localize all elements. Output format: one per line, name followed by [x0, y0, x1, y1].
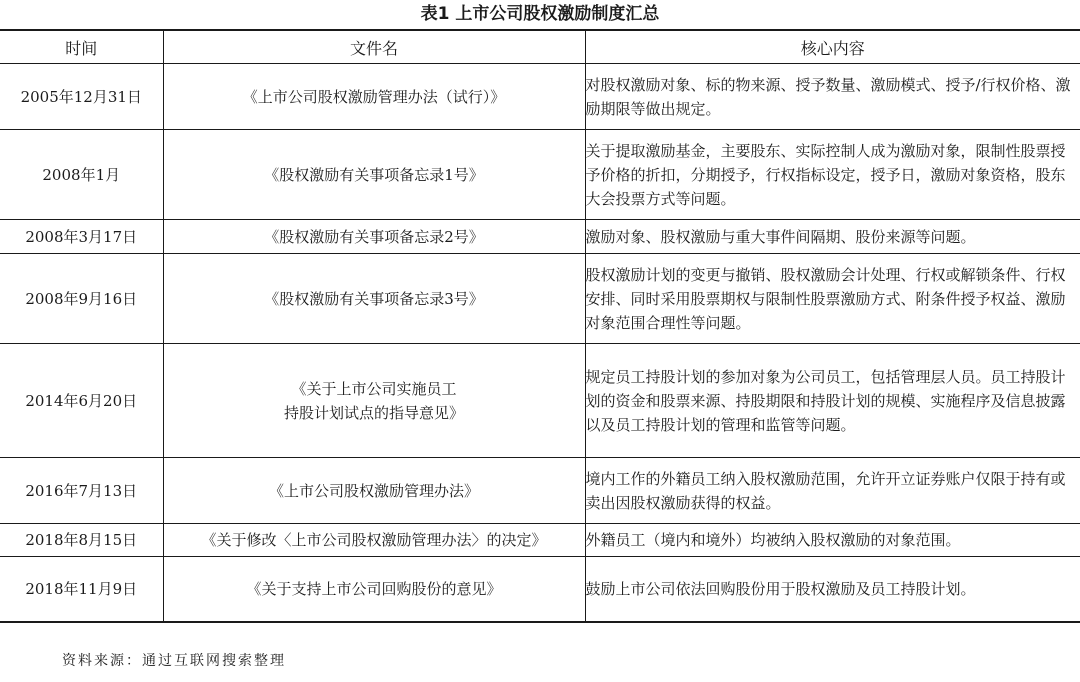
- core-content-cell: 关于提取激励基金，主要股东、实际控制人成为激励对象，限制性股票授予价格的折扣，分期授予，行权指标设定，授予日，激励对象资格，股东大会投票方式等问题。: [585, 130, 1080, 220]
- document-cell: [163, 524, 585, 557]
- table-row: [0, 344, 1080, 458]
- document-name: 《股权激励有关事项备忘录1号》: [264, 165, 484, 184]
- table-row: [0, 64, 1080, 130]
- document-name: 《股权激励有关事项备忘录2号》: [264, 227, 484, 246]
- document-name: 《股权激励有关事项备忘录3号》: [264, 289, 484, 308]
- time-cell: 2008年1月: [0, 130, 163, 220]
- table-caption: 表1 上市公司股权激励制度汇总: [420, 4, 660, 24]
- policy-table: [0, 29, 1080, 623]
- time-cell: 2016年7月13日: [0, 458, 163, 524]
- document-cell: [163, 458, 585, 524]
- core-content-cell: 对股权激励对象、标的物来源、授予数量、激励模式、授予/行权价格、激励期限等做出规定。: [585, 64, 1080, 130]
- time-cell: 2008年3月17日: [0, 220, 163, 254]
- document-cell: [163, 344, 585, 458]
- time-cell: 2018年8月15日: [0, 524, 163, 557]
- core-content-cell: 鼓励上市公司依法回购股份用于股权激励及员工持股计划。: [585, 557, 1080, 623]
- document-name: 《关于修改〈上市公司股权激励管理办法〉的决定》: [201, 531, 547, 549]
- core-content-cell: 激励对象、股权激励与重大事件间隔期、股份来源等问题。: [585, 220, 1080, 254]
- source-note: 资料来源：通过互联网搜索整理: [62, 653, 286, 669]
- table-row: [0, 557, 1080, 623]
- column-header-core-content: 核心内容: [585, 30, 1080, 64]
- column-header-document: 文件名: [163, 30, 585, 64]
- table-row: [0, 254, 1080, 344]
- document-cell: [163, 557, 585, 623]
- table-row: [0, 220, 1080, 254]
- document-name: 《关于支持上市公司回购股份的意见》: [246, 580, 502, 598]
- time-cell: 2014年6月20日: [0, 344, 163, 458]
- time-cell: 2005年12月31日: [0, 64, 163, 130]
- core-content-cell: 股权激励计划的变更与撤销、股权激励会计处理、行权或解锁条件、行权安排、同时采用股票期权与限制性股票激励方式、附条件授予权益、激励对象范围合理性等问题。: [585, 254, 1080, 344]
- document-cell: [163, 130, 585, 220]
- table-row: [0, 524, 1080, 557]
- table-header-row: [0, 30, 1080, 64]
- document-name-line-1: 《关于上市公司实施员工: [291, 379, 457, 398]
- core-content-cell: 外籍员工（境内和境外）均被纳入股权激励的对象范围。: [585, 524, 1080, 557]
- column-header-time: 时间: [0, 30, 163, 64]
- document-name: 《上市公司股权激励管理办法》: [268, 481, 479, 500]
- document-cell: [163, 254, 585, 344]
- document-cell: [163, 64, 585, 130]
- table-row: [0, 130, 1080, 220]
- time-cell: 2018年11月9日: [0, 557, 163, 623]
- table-row: [0, 458, 1080, 524]
- document-name: 《上市公司股权激励管理办法（试行）》: [242, 87, 506, 106]
- document-cell: [163, 220, 585, 254]
- document-name-line-2: 持股计划试点的指导意见》: [283, 403, 464, 422]
- core-content-cell: 境内工作的外籍员工纳入股权激励范围，允许开立证券账户仅限于持有或卖出因股权激励获得的权益。: [585, 458, 1080, 524]
- time-cell: 2008年9月16日: [0, 254, 163, 344]
- core-content-cell: 规定员工持股计划的参加对象为公司员工，包括管理层人员。员工持股计划的资金和股票来源、持股期限和持股计划的规模、实施程序及信息披露以及员工持股计划的管理和监管等问题。: [585, 344, 1080, 458]
